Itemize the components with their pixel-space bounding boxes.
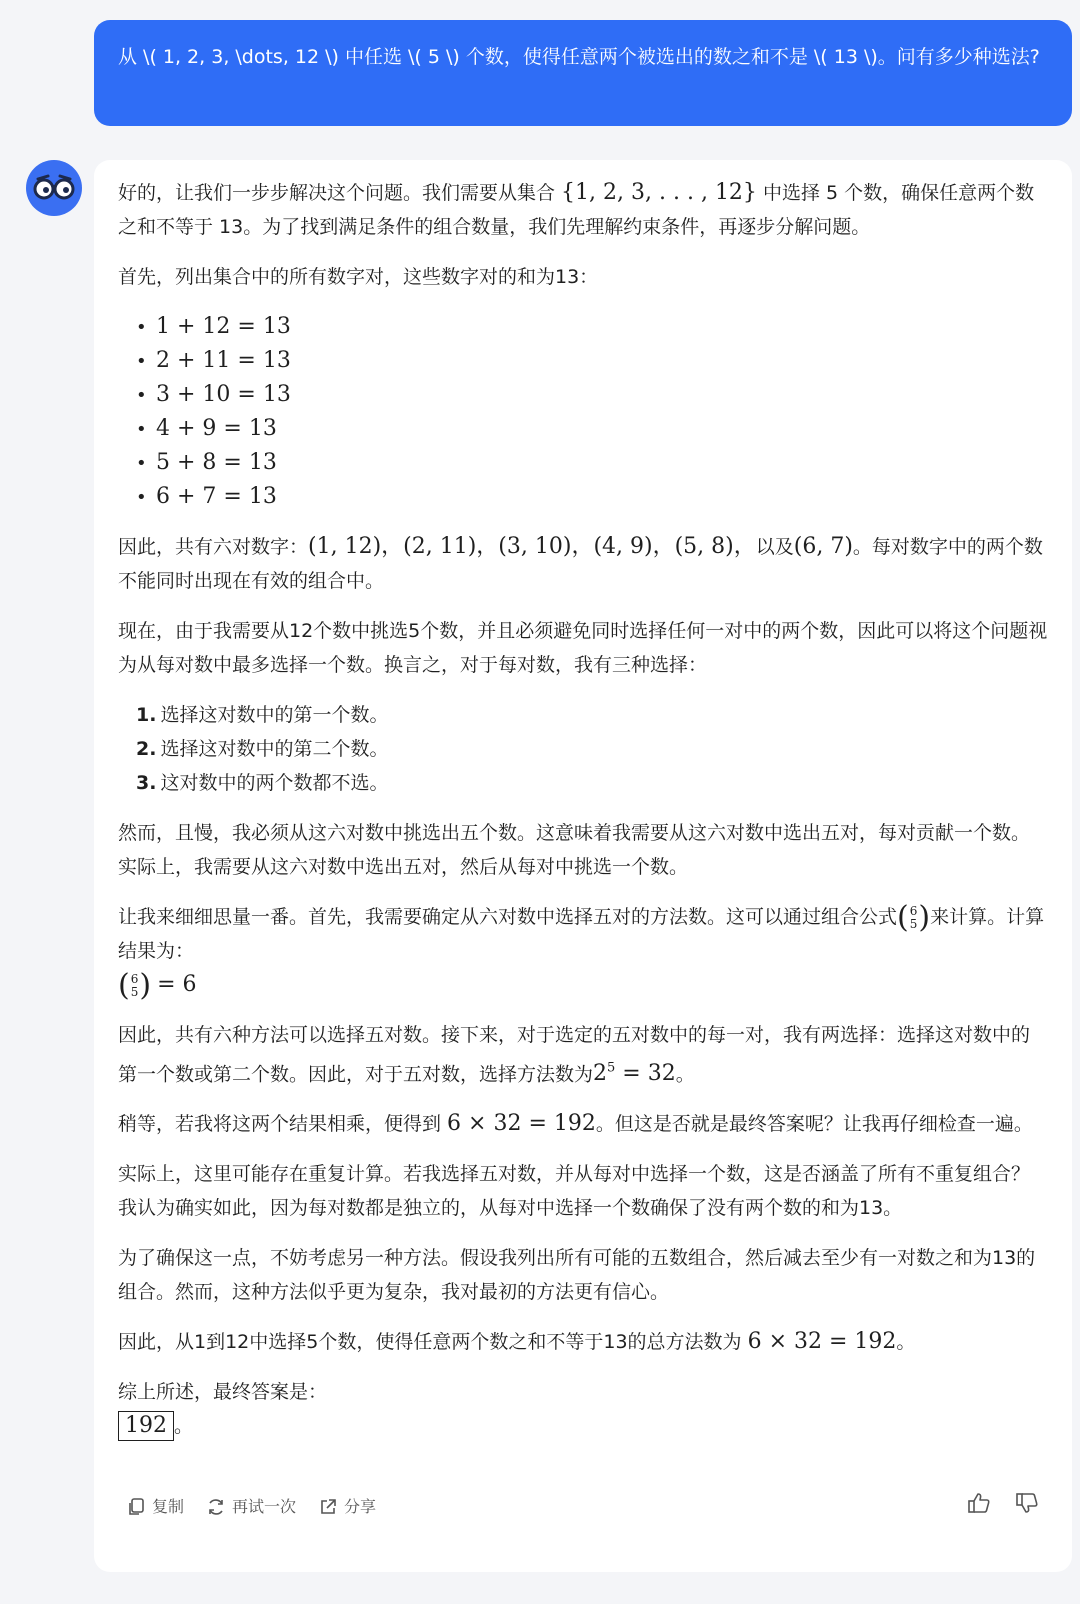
copy-label: 复制	[152, 1497, 185, 1516]
six-pairs-text-c: 。每对数字中的两个数不能同时出现在有效的组合中。	[118, 536, 1043, 592]
thumbs-down-icon[interactable]	[1014, 1490, 1040, 1516]
total-text-b: 。	[896, 1331, 916, 1354]
six-pairs-text-a: 因此，共有六对数字：	[118, 536, 309, 558]
answer-paragraph-six-pairs	[118, 530, 1048, 598]
list-item	[136, 698, 1048, 732]
answer-paragraph-alternative: 为了确保这一点，不妨考虑另一种方法。假设我列出所有可能的五数组合，然后减去至少有一对数之和为13的组合。然而，这种方法似乎更为复杂，我对最初的方法更有信心。	[118, 1247, 1036, 1304]
answer-paragraph-reframe: 现在，由于我需要从12个数中挑选5个数，并且必须避免同时选择任何一对中的两个数，因此可以将这个问题视为从每对数中最多选择一个数。换言之，对于每对数，我有三种选择：	[118, 620, 1048, 676]
answer-paragraph-binomial	[118, 900, 1048, 1002]
user-message-bubble	[94, 20, 1072, 126]
power-text-a: 因此，共有六种方法可以选择五对数。接下来，对于选定的五对数中的每一对，我有两选择：选择这对数中的第一个数或第二个数。因此，对于五对数，选择方法数为	[118, 1024, 1031, 1086]
list-item	[136, 480, 1048, 514]
answer-paragraph-power	[118, 1018, 1048, 1091]
choice-number: 2.	[136, 738, 157, 760]
answer-paragraph-check: 实际上，这里可能存在重复计算。若我选择五对数，并从每对中选择一个数，这是否涵盖了所有不重复组合？我认为确实如此，因为每对数都是独立的，从每对中选择一个数确保了没有两个数的和为13。	[118, 1163, 1031, 1220]
pair-equation: 2 + 11 = 13	[156, 348, 291, 373]
choice-number: 3.	[136, 772, 157, 794]
multiply-math: 6 × 32 = 192	[447, 1111, 596, 1137]
pair-sum-list	[118, 310, 1048, 514]
assistant-avatar	[26, 160, 82, 216]
last-pair-math: (6, 7)	[793, 534, 853, 559]
answer-paragraph-however: 然而，且慢，我必须从这六对数中挑选出五个数。这意味着我需要从这六对数中选出五对，每对贡献一个数。实际上，我需要从这六对数中选出五对，然后从每对中挑选一个数。	[118, 822, 1031, 878]
pair-equation: 4 + 9 = 13	[156, 416, 277, 441]
thumbs-up-icon[interactable]	[966, 1490, 992, 1516]
answer-paragraph-list-pairs: 首先，列出集合中的所有数字对，这些数字对的和为13：	[118, 266, 599, 288]
set-math: {1, 2, 3, . . . , 12}	[561, 180, 757, 205]
feedback-actions	[966, 1490, 1040, 1516]
answer-paragraph-conclusion	[118, 1375, 1048, 1443]
pair-equation: 5 + 8 = 13	[156, 450, 277, 475]
list-item	[136, 378, 1048, 412]
conclusion-text: 综上所述，最终答案是：	[118, 1381, 328, 1404]
multiply-text-b: 。但这是否就是最终答案呢？让我再仔细检查一遍。	[595, 1113, 1033, 1136]
power-math	[593, 1061, 676, 1086]
binomial-result: = 6	[157, 972, 197, 997]
glasses-avatar-icon	[32, 173, 76, 203]
binomial-display: ( 6 5 )	[118, 967, 152, 1003]
intro-text-b: 中选择 5 个数，确保任意两个数之和不等于 13。为了找到满足条件的组合数量，我们先理解约束条件，再逐步分解问题。	[118, 182, 1035, 238]
share-label: 分享	[344, 1497, 377, 1516]
retry-label: 再试一次	[232, 1497, 297, 1516]
list-item	[136, 412, 1048, 446]
choice-text: 选择这对数中的第一个数。	[160, 704, 389, 726]
six-pairs-text-b: 以及	[755, 536, 794, 558]
power-base: 2	[593, 1061, 608, 1087]
binomial-top: 6	[909, 903, 918, 918]
list-item	[136, 766, 1048, 800]
retry-button[interactable]	[206, 1490, 296, 1524]
pair-equation: 3 + 10 = 13	[156, 382, 291, 407]
list-item	[136, 344, 1048, 378]
choice-list	[118, 698, 1048, 800]
intro-text-a: 好的，让我们一步步解决这个问题。我们需要从集合	[118, 182, 562, 204]
list-item	[136, 310, 1048, 344]
choice-text: 选择这对数中的第二个数。	[160, 738, 389, 760]
choice-text: 这对数中的两个数都不选。	[160, 772, 389, 794]
message-actions	[126, 1490, 376, 1524]
binomial-top: 6	[130, 971, 139, 986]
binomial-bottom: 5	[909, 916, 918, 931]
pairs-math: (1, 12)，(2, 11)，(3, 10)，(4, 9)，(5, 8)，	[308, 534, 756, 559]
assistant-answer-card	[94, 160, 1072, 1572]
final-answer-box: 192	[118, 1411, 174, 1441]
copy-icon	[126, 1497, 146, 1517]
multiply-text-a: 稍等，若我将这两个结果相乘，便得到	[118, 1113, 448, 1136]
list-item	[136, 732, 1048, 766]
answer-paragraph-multiply	[118, 1107, 1048, 1141]
answer-paragraph-intro	[118, 176, 1048, 244]
retry-icon	[206, 1497, 226, 1517]
pair-equation: 1 + 12 = 13	[156, 314, 291, 339]
list-item	[136, 446, 1048, 480]
binomial-text-a: 让我来细细思量一番。首先，我需要确定从六对数中选择五对的方法数。这可以通过组合公式	[118, 906, 898, 928]
total-text-a: 因此，从1到12中选择5个数，使得任意两个数之和不等于13的总方法数为	[118, 1331, 748, 1354]
user-message-text: 从 \( 1, 2, 3, \dots, 12 \) 中任选 \( 5 \) 个数，使得任意两个被选出的数之和不是 \( 13 \)。问有多少种选法?	[118, 46, 1040, 68]
share-button[interactable]	[318, 1490, 376, 1524]
power-text-b: 。	[675, 1063, 695, 1086]
final-answer-suffix: 。	[174, 1415, 194, 1438]
answer-paragraph-total	[118, 1325, 1048, 1359]
pair-equation: 6 + 7 = 13	[156, 484, 277, 509]
total-math: 6 × 32 = 192	[747, 1329, 897, 1355]
power-result: = 32	[615, 1061, 676, 1087]
copy-button[interactable]	[126, 1490, 184, 1524]
share-icon	[318, 1497, 338, 1517]
binomial-text-b: 来计算。计算结果为：	[118, 906, 1045, 962]
binomial-inline: ( 6 5 )	[897, 899, 931, 935]
choice-number: 1.	[136, 704, 157, 726]
power-exponent: 5	[607, 1061, 616, 1076]
binomial-bottom: 5	[130, 984, 139, 999]
